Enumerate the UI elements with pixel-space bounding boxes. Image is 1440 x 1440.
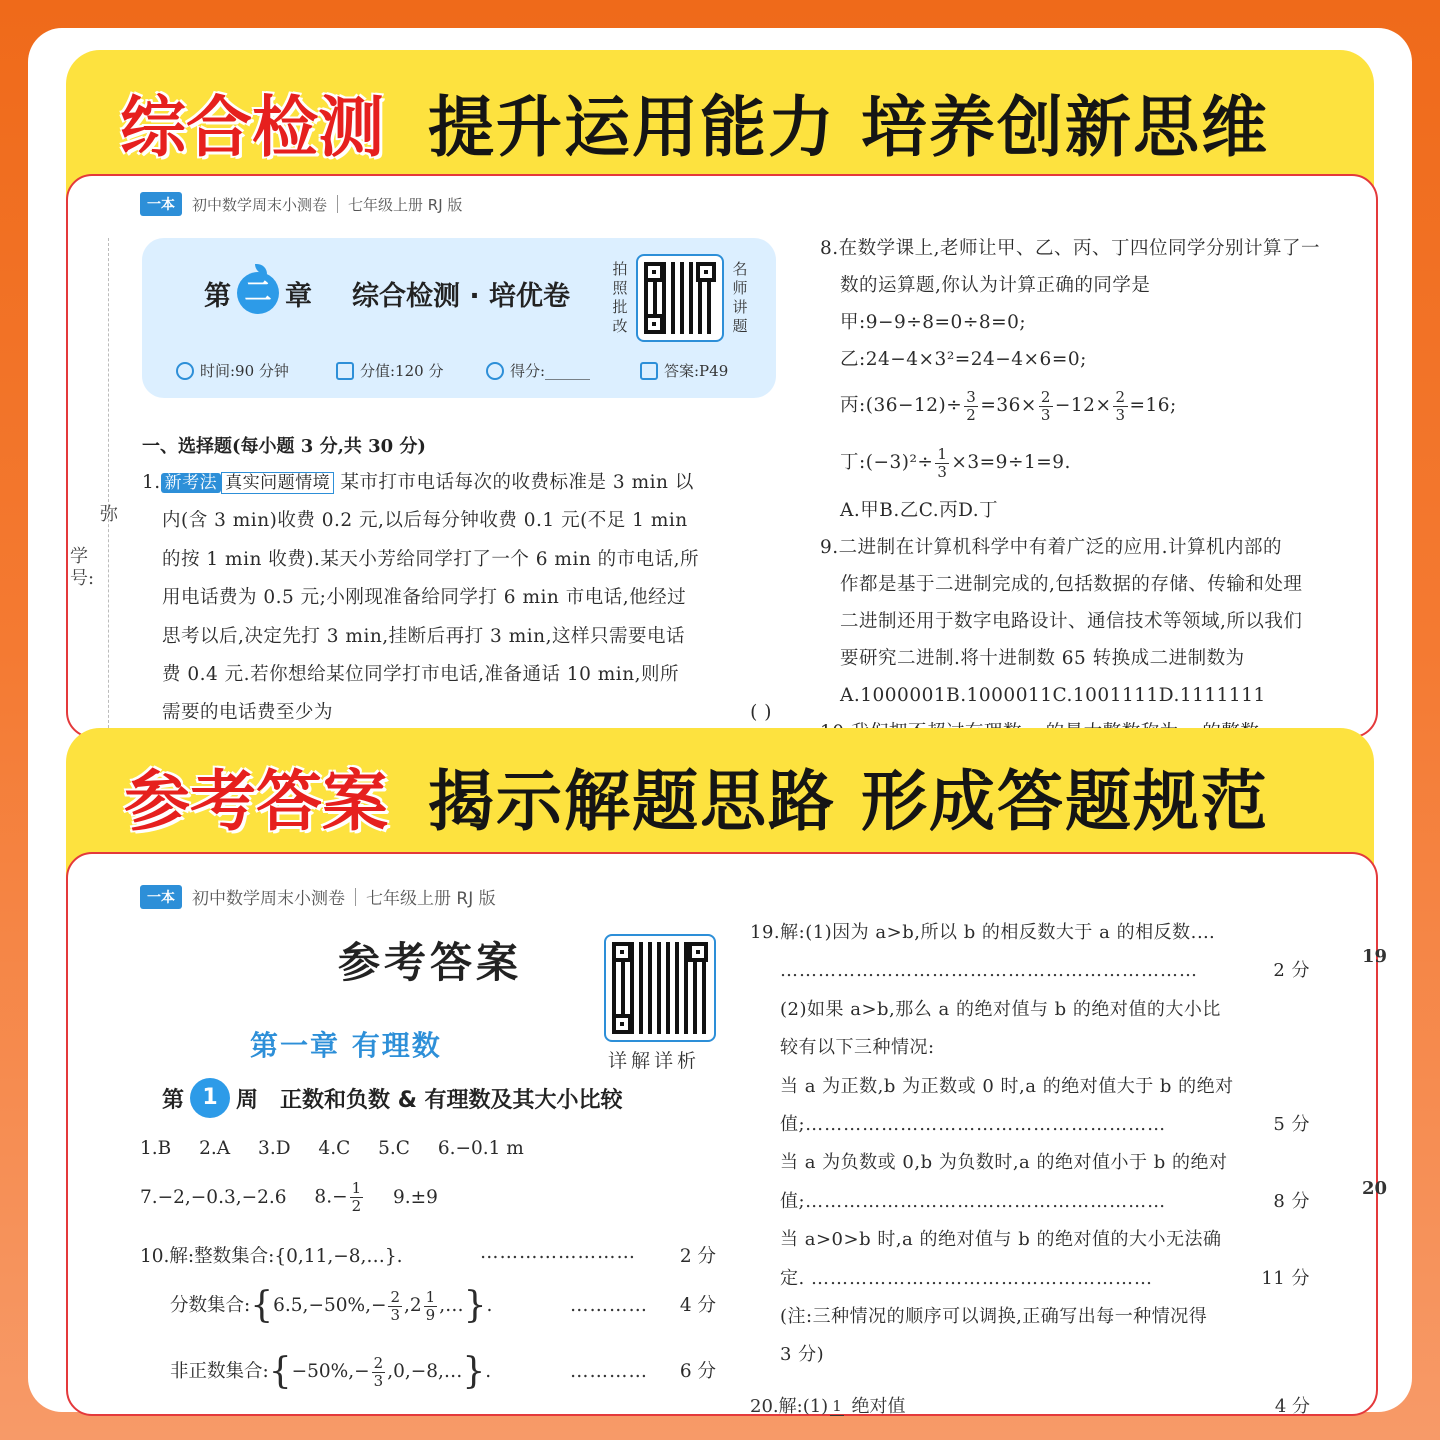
dot-leader: ……………………………………………… xyxy=(810,1267,1153,1289)
person-icon xyxy=(486,362,504,380)
question-line: 思考以后,决定先打 3 min,挂断后再打 3 min,这样只需要电话 xyxy=(162,625,685,647)
option: A.甲 xyxy=(840,500,880,521)
answer-line: 当 a 为负数或 0,b 为负数时,a 的绝对值小于 b 的绝对 xyxy=(780,1152,1228,1174)
qr-finder xyxy=(612,1014,632,1034)
question-line: 费 0.4 元.若你想给某位同学打市电话,准备通话 10 min,则所 xyxy=(162,664,680,686)
grade-label: 七年级上册 RJ 版 xyxy=(366,889,496,909)
chapter-number: 二 xyxy=(244,277,272,308)
question-line: 内(含 3 min)收费 0.2 元,以后每分钟收费 0.1 元(不足 1 min xyxy=(162,510,688,532)
fraction xyxy=(830,1398,844,1416)
week-title: 正数和负数 & 有理数及其大小比较 xyxy=(280,1087,623,1113)
answer-text: 值; xyxy=(780,1190,806,1212)
time-label: 时间:90 分钟 xyxy=(200,362,289,380)
answer-text: 10.解:整数集合:{0,11,−8,…}. xyxy=(140,1246,403,1267)
chapter-suffix: 章 xyxy=(285,280,312,312)
real-context-tag: 真实问题情境 xyxy=(221,472,334,494)
series-name: 初中数学周末小测卷 xyxy=(192,195,328,214)
answer-item: 3.D xyxy=(258,1138,291,1159)
answer-title: 参考答案 xyxy=(338,938,523,987)
answer-19 xyxy=(750,914,1310,1375)
headline-red: 参考答案 xyxy=(124,763,388,840)
week-number-badge: 1 xyxy=(190,1078,230,1118)
answer-10-nonpositive: 非正数集合:{−50%,− $\frac{2}{3}$ ,0,−8,…}. ………… 6 分 xyxy=(170,1344,716,1400)
chapter-heading xyxy=(204,272,570,314)
option: D.丁 xyxy=(958,500,999,521)
answer-text: −50%,− xyxy=(291,1361,370,1382)
option: C.1001111 xyxy=(1052,685,1159,706)
question-number: 1. xyxy=(142,472,161,493)
expr-part: 丁:(−3)²÷ xyxy=(840,452,934,473)
numerator: 1 xyxy=(937,444,948,463)
answer-line: 较有以下三种情况: xyxy=(780,1037,935,1059)
numerator: 1 xyxy=(351,1179,362,1197)
poster-card xyxy=(28,28,1412,1417)
answer-text: 6.5,−50%,− xyxy=(273,1295,387,1316)
leaf-icon xyxy=(255,264,267,274)
answer-text: ,2 xyxy=(404,1295,422,1316)
qr-code-icon[interactable] xyxy=(636,254,724,342)
question-1 xyxy=(142,464,772,733)
headline-black: 揭示解题思路 形成答题规范 xyxy=(428,763,1269,840)
option: D.1111111 xyxy=(1158,685,1266,706)
score-got-label: 得分:______ xyxy=(510,362,591,380)
points: 5 分 xyxy=(1273,1114,1310,1136)
qr-caption: 详解详析 xyxy=(608,1050,701,1072)
week-prefix: 第 xyxy=(162,1087,185,1113)
score-meta xyxy=(336,360,443,381)
answer-line xyxy=(750,1106,1310,1144)
edge-number: 20 xyxy=(1362,1178,1388,1199)
answer-key-panel xyxy=(66,728,1388,1417)
numerator: 1 xyxy=(832,1397,842,1415)
brace: { xyxy=(268,1351,292,1392)
denominator: 9 xyxy=(425,1305,436,1324)
question-line: 二进制还用于数字电路设计、通信技术等领域,所以我们 xyxy=(840,611,1303,632)
clock-icon xyxy=(176,362,194,380)
option: B.1000011 xyxy=(946,685,1053,706)
fraction xyxy=(935,446,949,481)
expr-part: ×3=9÷1=9. xyxy=(951,452,1071,473)
options-row xyxy=(820,677,1380,714)
question-text: 需要的电话费至少为 xyxy=(162,702,334,724)
question-line: 9.二进制在计算机科学中有着广泛的应用.计算机内部的 xyxy=(820,537,1283,558)
divider xyxy=(337,195,338,213)
answer-line: 19.解:(1)因为 a>b,所以 b 的相反数大于 a 的相反数.… xyxy=(750,922,1216,943)
answer-line xyxy=(750,1260,1310,1298)
dot-leader: ………… xyxy=(570,1361,648,1382)
divider xyxy=(355,888,356,906)
answer-text: 分数集合: xyxy=(170,1295,251,1316)
qr-finder xyxy=(688,942,708,962)
expr-part: 丙:(36−12)÷ xyxy=(840,395,963,416)
qr-finder xyxy=(644,314,664,334)
answer-10-fractions: 分数集合:{6.5,−50%,− $\frac{2}{3}$ ,2 $\frac{1}{9}$ ,…}. ………… 4 分 xyxy=(170,1278,716,1334)
numerator: 2 xyxy=(1040,387,1051,406)
points: 8 分 xyxy=(1273,1190,1310,1212)
numerator: 2 xyxy=(390,1287,400,1306)
answer-paren: ( ) xyxy=(750,702,772,724)
answer-sheet xyxy=(66,852,1388,1417)
week-suffix: 周 xyxy=(236,1087,259,1113)
denominator: 3 xyxy=(373,1371,384,1390)
answer-text: 绝对值 xyxy=(851,1396,906,1417)
answer-item: 8.− xyxy=(314,1186,348,1208)
qr-finder xyxy=(696,262,716,282)
answer-item: 5.C xyxy=(378,1138,410,1159)
fraction xyxy=(372,1355,386,1390)
denominator: 3 xyxy=(390,1305,400,1324)
question-line: 的按 1 min 收费).某天小芳给同学打了一个 6 min 的市电话,所 xyxy=(162,548,700,570)
binding-margin-line xyxy=(108,238,110,738)
answers-row-1 xyxy=(140,1138,524,1159)
side-id-label: 学号: xyxy=(70,546,95,589)
question-line xyxy=(142,464,772,502)
answers-row-2 xyxy=(140,1180,438,1215)
answer-line: 3 分) xyxy=(780,1344,825,1366)
question-line-bing xyxy=(820,378,1380,434)
denominator: 3 xyxy=(1115,405,1126,424)
question-line: 数的运算题,你认为计算正确的同学是 xyxy=(840,275,1151,296)
test-paper-sheet xyxy=(66,174,1378,738)
answer-text: ,… xyxy=(439,1295,464,1316)
question-line: 甲:9−9÷8=0÷8=0; xyxy=(840,312,1027,333)
answer-item: 9.±9 xyxy=(393,1186,438,1208)
brace: } xyxy=(462,1351,486,1392)
side-char: 弥 xyxy=(100,504,118,525)
chapter-title: 综合检测 · 培优卷 xyxy=(352,280,571,312)
answer-line xyxy=(750,1183,1310,1221)
answer-line: (2)如果 a>b,那么 a 的绝对值与 b 的绝对值的大小比 xyxy=(780,998,1221,1020)
brace: { xyxy=(250,1285,274,1326)
section-heading: 一、选择题(每小题 3 分,共 30 分) xyxy=(142,436,426,457)
answer-line xyxy=(750,952,1310,990)
answer-text: ,0,−8,… xyxy=(387,1361,463,1382)
brace: } xyxy=(463,1285,487,1326)
answer-text: 非正数集合: xyxy=(170,1361,269,1382)
answer-item: 7.−2,−0.3,−2.6 xyxy=(140,1186,287,1208)
paper-header xyxy=(140,884,496,909)
options-row xyxy=(820,492,1380,529)
fraction xyxy=(388,1289,402,1324)
chapter-heading: 第一章 有理数 xyxy=(250,1029,442,1062)
answer-20-cut xyxy=(750,1392,1310,1418)
answer-line: (注:三种情况的顺序可以调换,正确写出每一种情况得 xyxy=(780,1306,1208,1328)
answer-meta xyxy=(640,360,728,381)
answer-text: 值; xyxy=(780,1114,806,1136)
denominator: 3 xyxy=(1040,405,1051,424)
answer-10-integers xyxy=(140,1242,716,1268)
answer-item: 2.A xyxy=(199,1138,231,1159)
answer-item: 6.−0.1 m xyxy=(437,1138,524,1159)
chapter-number-badge xyxy=(237,272,279,314)
chapter-banner xyxy=(142,238,776,398)
question-line-ding xyxy=(820,434,1380,492)
dot-leader: ………………………………………………… xyxy=(805,1190,1167,1212)
dot-leader: …………………… xyxy=(480,1242,636,1263)
question-line: 用电话费为 0.5 元;小刚现准备给同学打 6 min 市电话,他经过 xyxy=(162,587,687,609)
numerator: 3 xyxy=(966,387,977,406)
fraction xyxy=(424,1289,438,1324)
question-line: 乙:24−4×3²=24−4×6=0; xyxy=(840,349,1087,370)
points: 2 分 xyxy=(1273,960,1310,982)
dot-leader: ………………………………………………………… xyxy=(780,960,1198,982)
answer-item: 4.C xyxy=(318,1138,351,1159)
headline xyxy=(66,68,1374,188)
qr-finder xyxy=(644,262,664,282)
score-total-label: 分值:120 分 xyxy=(360,362,444,380)
question-line: 8.在数学课上,老师让甲、乙、丙、丁四位同学分别计算了一 xyxy=(820,238,1321,259)
qr-finder xyxy=(612,942,632,962)
qr-right-label: 名师讲题 xyxy=(732,260,748,335)
question-8 xyxy=(820,230,1380,751)
answer-page-label: 答案:P49 xyxy=(664,362,729,380)
points: 4 分 xyxy=(679,1295,716,1316)
points: 11 分 xyxy=(1261,1267,1310,1289)
question-line: 要研究二进制.将十进制数 65 转换成二进制数为 xyxy=(840,648,1245,669)
brand-logo: 一本 xyxy=(140,192,182,216)
headline xyxy=(66,742,1374,862)
qr-code-icon[interactable] xyxy=(604,934,716,1042)
numerator: 1 xyxy=(425,1287,436,1306)
fraction xyxy=(964,389,978,424)
question-text: 某市打市电话每次的收费标准是 3 min 以 xyxy=(340,472,694,493)
denominator: 3 xyxy=(937,462,948,481)
paper-header xyxy=(140,192,462,216)
answer-item: 1.B xyxy=(140,1138,172,1159)
fraction xyxy=(1039,389,1053,424)
points: 6 分 xyxy=(679,1361,716,1382)
fraction xyxy=(1113,389,1127,424)
numerator: 2 xyxy=(373,1353,384,1372)
week-heading xyxy=(162,1078,623,1118)
dot-leader: ………………………………………………… xyxy=(805,1114,1167,1136)
expr-part: =16; xyxy=(1129,395,1177,416)
time-meta xyxy=(176,360,289,381)
denominator: 2 xyxy=(351,1197,362,1215)
headline-red: 综合检测 xyxy=(120,89,384,166)
denominator: 2 xyxy=(966,405,977,424)
numerator: 2 xyxy=(1115,387,1126,406)
answer-text: 20.解:(1) xyxy=(750,1396,829,1417)
expr-part: −12× xyxy=(1054,395,1112,416)
series-name: 初中数学周末小测卷 xyxy=(192,889,345,909)
comprehensive-test-panel xyxy=(66,50,1374,724)
got-meta xyxy=(486,360,590,381)
new-method-tag: 新考法 xyxy=(161,473,222,493)
option: B.乙 xyxy=(879,500,919,521)
chapter-prefix: 第 xyxy=(204,280,231,312)
points: 4 分 xyxy=(1274,1396,1310,1417)
option: C.丙 xyxy=(918,500,959,521)
qr-left-label: 拍照批改 xyxy=(612,260,628,335)
question-line: 作都是基于二进制完成的,包括数据的存储、传输和处理 xyxy=(840,574,1303,595)
option: A.1000001 xyxy=(840,685,947,706)
answer-line: 当 a>0>b 时,a 的绝对值与 b 的绝对值的大小无法确 xyxy=(780,1229,1222,1251)
answer-text: 定. xyxy=(780,1267,805,1289)
coins-icon xyxy=(336,362,354,380)
edge-number: 19 xyxy=(1362,946,1388,967)
grade-label: 七年级上册 RJ 版 xyxy=(348,195,463,214)
headline-black: 提升运用能力 培养创新思维 xyxy=(428,89,1269,166)
points: 2 分 xyxy=(679,1246,716,1267)
answer-line: 当 a 为正数,b 为正数或 0 时,a 的绝对值大于 b 的绝对 xyxy=(780,1075,1234,1097)
brand-logo: 一本 xyxy=(140,885,182,909)
dot-leader: ………… xyxy=(570,1295,648,1316)
fraction xyxy=(350,1180,364,1215)
expr-part: =36× xyxy=(980,395,1037,416)
edit-icon xyxy=(640,362,658,380)
